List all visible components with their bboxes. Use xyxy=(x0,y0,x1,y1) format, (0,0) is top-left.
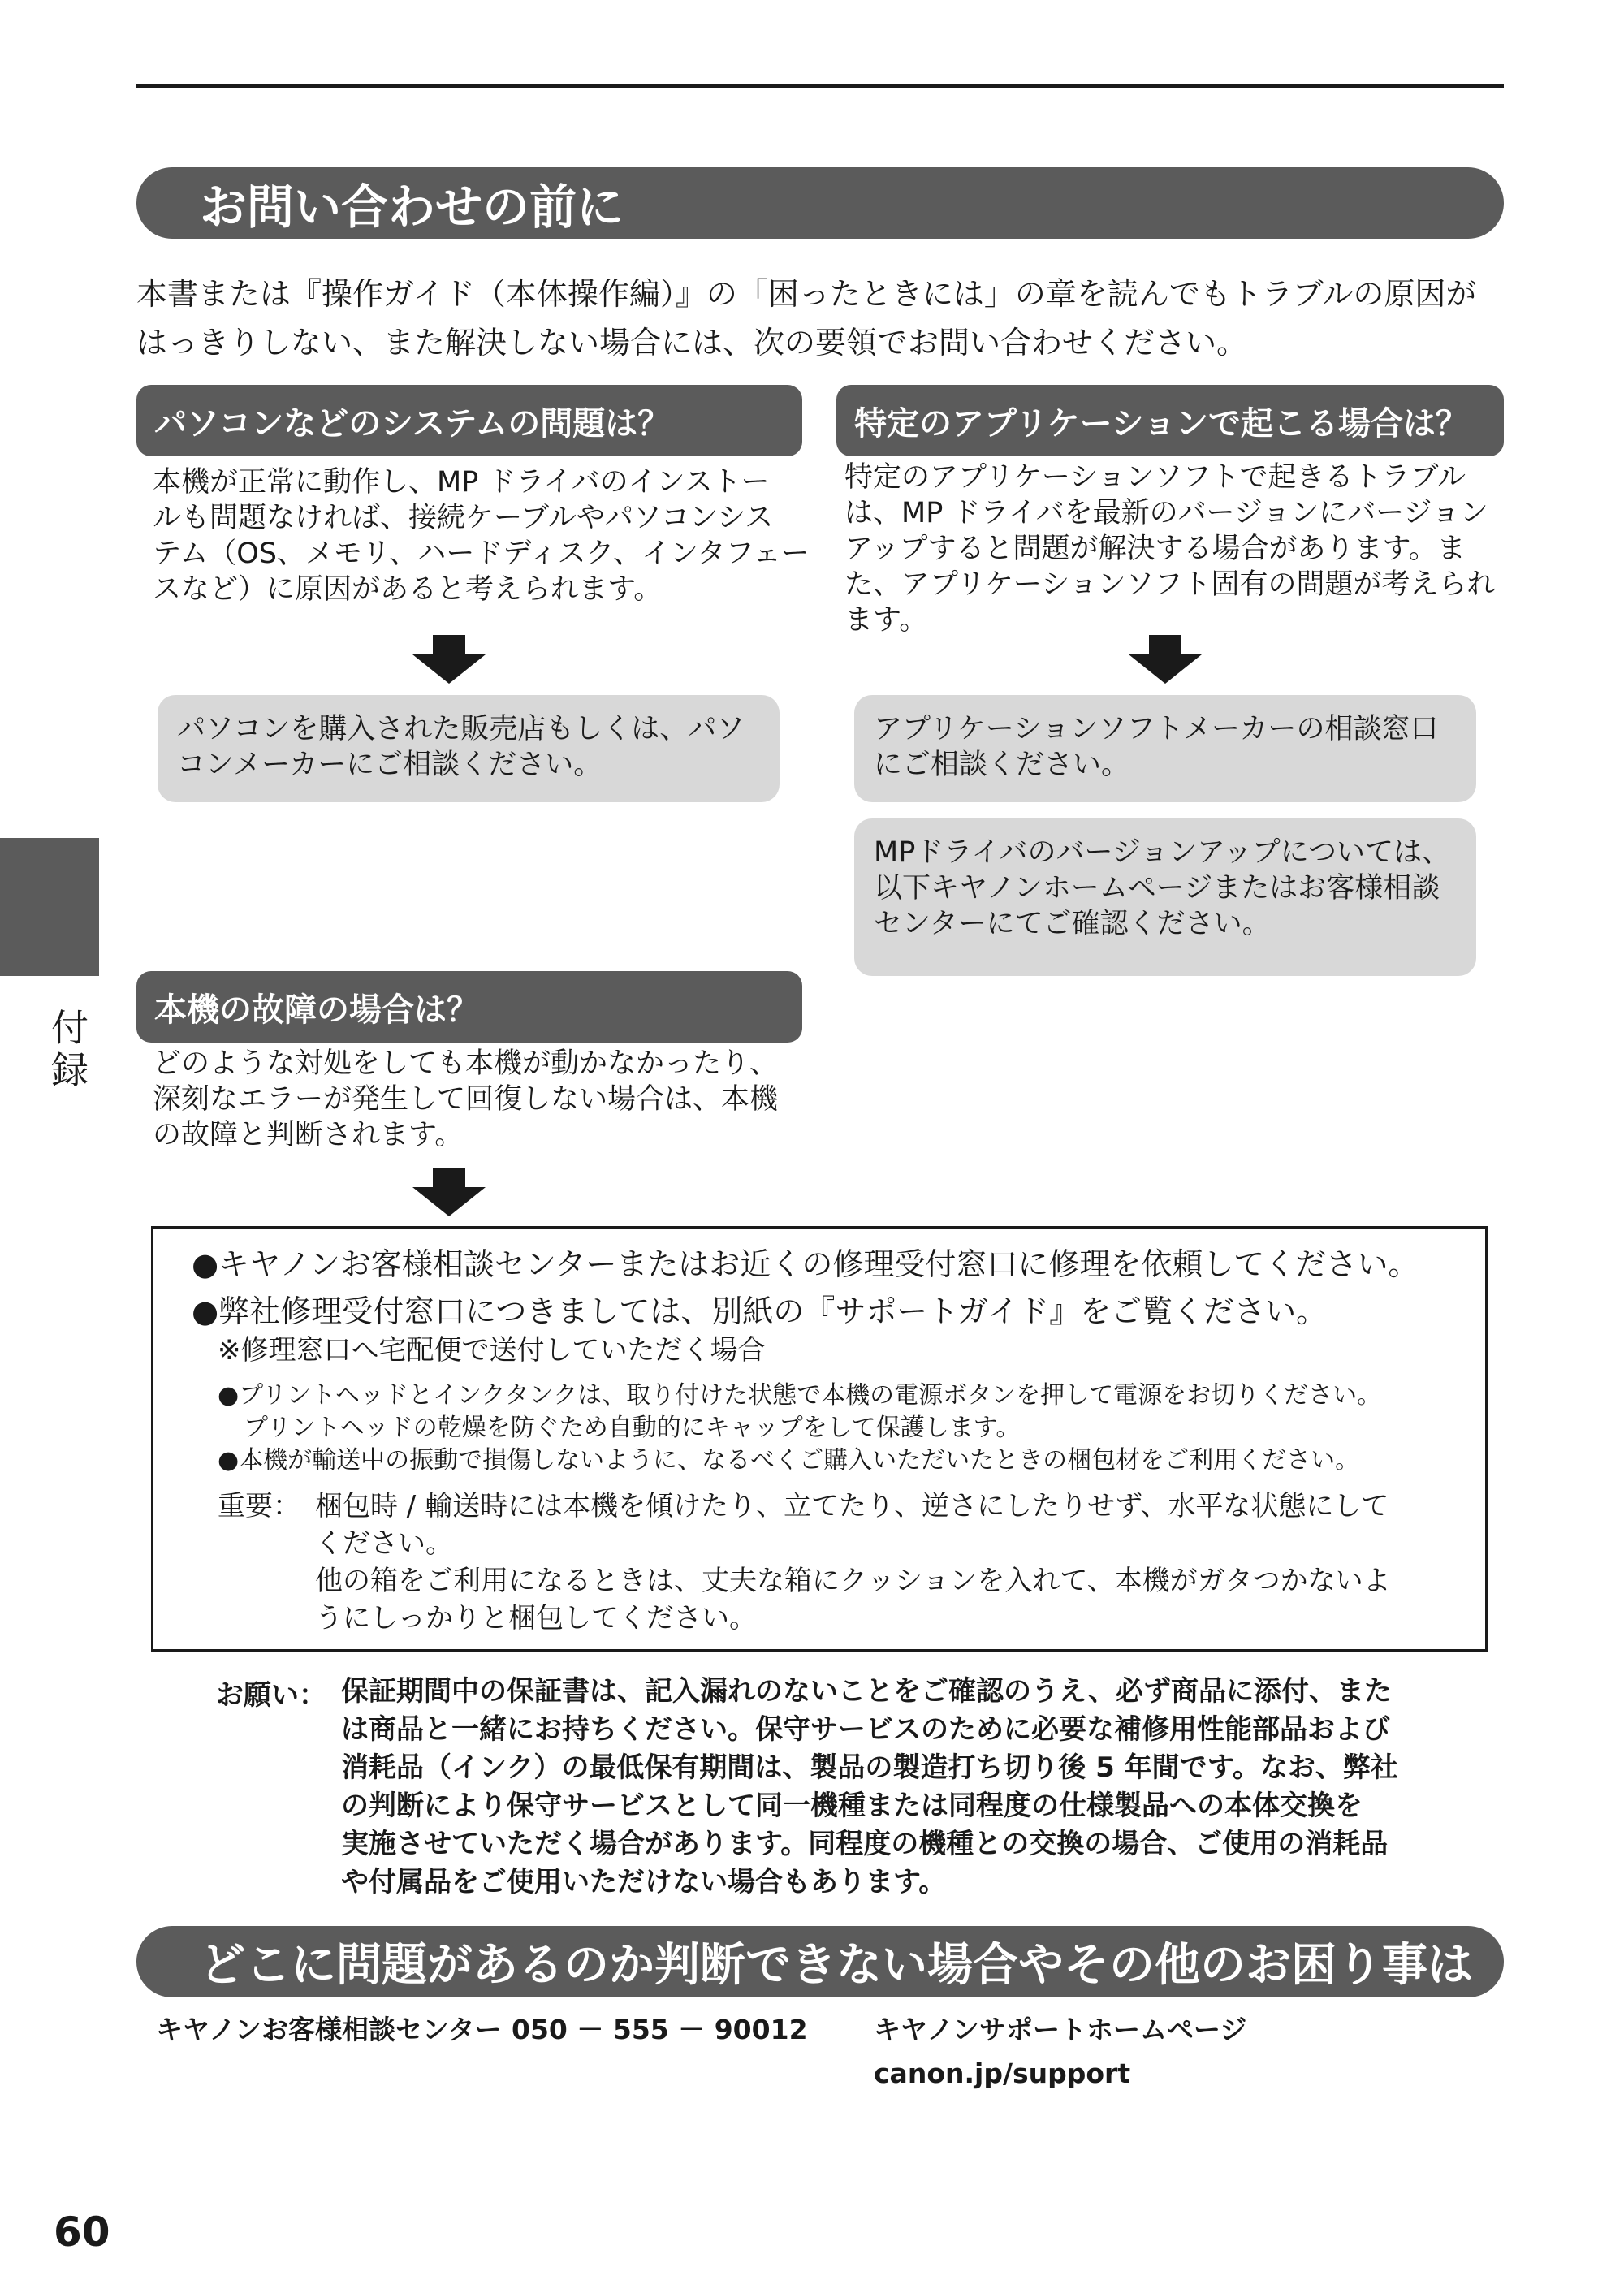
desc-line: スなど）に原因があると考えられます。 xyxy=(153,573,663,606)
request-label: お願い： xyxy=(216,1679,326,1712)
important-line: 梱包時 / 輸送時には本機を傾けたり、立てたり、逆さにしたりせず、水平な状態にして xyxy=(315,1490,1389,1522)
request-line: 消耗品（インク）の最低保有期間は、製品の製造打ち切り後 5 年間です。なお、弊社 xyxy=(341,1751,1398,1784)
desc-line: は、MP ドライバを最新のバージョンにバージョン xyxy=(844,497,1488,529)
action-line: コンメーカーにご相談ください。 xyxy=(177,749,603,781)
action-line: アプリケーションソフトメーカーの相談窓口 xyxy=(874,713,1439,745)
important-line: うにしっかりと梱包してください。 xyxy=(315,1602,757,1634)
desc-line: ルも問題なければ、接続ケーブルやパソコンシス xyxy=(153,502,774,534)
shipping-note: ※修理窓口へ宅配便で送付していただく場合 xyxy=(218,1334,766,1367)
desc-line: の故障と判断されます。 xyxy=(153,1119,464,1151)
shipping-bullet: ●本機が輸送中の振動で損傷しないように、なるべくご購入いただいたときの梱包材をご利用ください。 xyxy=(218,1446,1360,1475)
side-label-char: 録 xyxy=(51,1048,89,1092)
shipping-bullet: ●プリントヘッドとインクタンクは、取り付けた状態で本機の電源ボタンを押して電源をお切りください。 xyxy=(218,1381,1382,1410)
top-rule xyxy=(136,84,1504,88)
repair-bullet: ●弊社修理受付窓口につきましては、別紙の『サポートガイド』をご覧ください。 xyxy=(192,1293,1328,1329)
important-label: 重要： xyxy=(218,1490,300,1522)
pc-action-box xyxy=(158,695,780,802)
support-web-url: canon.jp/support xyxy=(874,2058,1131,2089)
important-text xyxy=(315,1488,1391,1637)
down-arrow-icon xyxy=(412,1168,486,1216)
action-line: パソコンを購入された販売店もしくは、パソ xyxy=(177,713,745,745)
support-center-phone: 050 － 555 － 90012 xyxy=(512,2014,808,2045)
intro-line: 本書または『操作ガイド（本体操作編）』の「困ったときには」の章を読んでもトラブルの原因が xyxy=(136,276,1477,312)
fault-section-title: 本機の故障の場合は？ xyxy=(136,971,802,1043)
desc-line: た、アプリケーションソフト固有の問題が考えられ xyxy=(844,568,1496,601)
side-label xyxy=(45,1007,94,1091)
support-web-label: キヤノンサポートホームページ xyxy=(874,2014,1247,2045)
app-section-desc xyxy=(844,460,1496,638)
important-line: 他の箱をご利用になるときは、丈夫な箱にクッションを入れて、本機がガタつかないよ xyxy=(315,1565,1391,1597)
desc-line: ます。 xyxy=(844,604,928,637)
request-text xyxy=(341,1673,1398,1902)
action-line: センターにてご確認ください。 xyxy=(874,908,1271,940)
action-line: にご相談ください。 xyxy=(874,749,1130,781)
fault-section-desc xyxy=(153,1046,778,1153)
desc-line: 本機が正常に動作し、MP ドライバのインストー xyxy=(153,466,770,499)
side-index-tab xyxy=(0,838,99,976)
request-line: 保証期間中の保証書は、記入漏れのないことをご確認のうえ、必ず商品に添付、また xyxy=(341,1675,1393,1708)
app-section-title: 特定のアプリケーションで起こる場合は？ xyxy=(836,385,1504,456)
action-line: 以下キヤノンホームページまたはお客様相談 xyxy=(874,872,1440,905)
driver-update-box xyxy=(854,818,1476,976)
shipping-bullet-cont: プリントヘッドの乾燥を防ぐため自動的にキャップをして保護します。 xyxy=(244,1414,1021,1442)
repair-bullet: ●キヤノンお客様相談センターまたはお近くの修理受付窓口に修理を依頼してください。 xyxy=(192,1246,1419,1282)
desc-line: 深刻なエラーが発生して回復しない場合は、本機 xyxy=(153,1083,779,1116)
intro-text xyxy=(136,270,1509,367)
pc-section-desc xyxy=(153,464,810,607)
desc-line: アップすると問題が解決する場合があります。ま xyxy=(844,533,1466,565)
pc-section-title: パソコンなどのシステムの問題は？ xyxy=(136,385,802,456)
app-action-box xyxy=(854,695,1476,802)
side-label-char: 付 xyxy=(51,1006,89,1050)
request-line: 実施させていただく場合があります。同程度の機種との交換の場合、ご使用の消耗品 xyxy=(341,1828,1389,1860)
desc-line: 特定のアプリケーションソフトで起きるトラブル xyxy=(844,461,1466,494)
request-line: や付属品をご使用いただけない場合もあります。 xyxy=(341,1866,947,1898)
down-arrow-icon xyxy=(1129,635,1202,684)
intro-line: はっきりしない、また解決しない場合には、次の要領でお問い合わせください。 xyxy=(136,325,1248,361)
request-line: の判断により保守サービスとして同一機種または同程度の仕様製品への本体交換を xyxy=(341,1790,1363,1822)
desc-line: テム（OS、メモリ、ハードディスク、インタフェー xyxy=(153,538,810,570)
heading-bottom: どこに問題があるのか判断できない場合やその他のお困り事は xyxy=(136,1926,1504,1997)
support-center-label: キヤノンお客様相談センター xyxy=(156,2014,502,2045)
request-line: は商品と一緒にお持ちください。保守サービスのために必要な補修用性能部品および xyxy=(341,1713,1390,1746)
important-line: ください。 xyxy=(315,1527,453,1560)
page-number: 60 xyxy=(54,2209,110,2256)
heading-main: お問い合わせの前に xyxy=(136,167,1504,239)
down-arrow-icon xyxy=(412,635,486,684)
action-line: MPドライバのバージョンアップについては、 xyxy=(874,836,1451,869)
desc-line: どのような対処をしても本機が動かなかったり、 xyxy=(153,1047,779,1080)
